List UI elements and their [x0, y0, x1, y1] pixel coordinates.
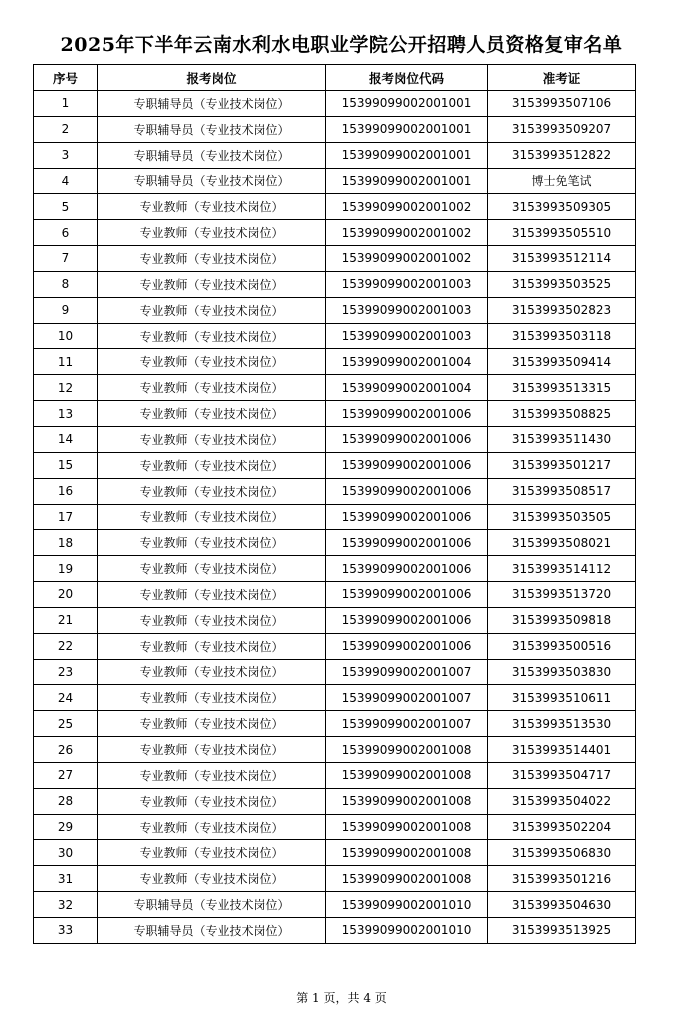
table-row: [34, 401, 636, 427]
cell-position: 专业教师（专业技术岗位）: [98, 866, 326, 892]
cell-ticket: 3153993509818: [488, 607, 636, 633]
cell-ticket: 3153993502204: [488, 814, 636, 840]
cell-serial: 2: [34, 116, 98, 142]
cell-position-code: 15399099002001001: [326, 168, 488, 194]
cell-position-code: 15399099002001006: [326, 478, 488, 504]
table-row: [34, 297, 636, 323]
cell-position: 专业教师（专业技术岗位）: [98, 297, 326, 323]
table-row: [34, 866, 636, 892]
cell-position-code: 15399099002001002: [326, 246, 488, 272]
table-row: [34, 452, 636, 478]
cell-position: 专业教师（专业技术岗位）: [98, 426, 326, 452]
table-row: [34, 840, 636, 866]
cell-ticket: 3153993509305: [488, 194, 636, 220]
cell-serial: 7: [34, 246, 98, 272]
cell-ticket: 3153993503525: [488, 271, 636, 297]
cell-serial: 27: [34, 762, 98, 788]
cell-position: 专业教师（专业技术岗位）: [98, 220, 326, 246]
table-row: [34, 659, 636, 685]
cell-position-code: 15399099002001003: [326, 323, 488, 349]
cell-serial: 13: [34, 401, 98, 427]
cell-ticket: 3153993502823: [488, 297, 636, 323]
table-header-row: [34, 65, 636, 91]
table-row: [34, 426, 636, 452]
cell-serial: 29: [34, 814, 98, 840]
cell-ticket: 3153993506830: [488, 840, 636, 866]
table-row: [34, 375, 636, 401]
table-row: [34, 788, 636, 814]
cell-serial: 25: [34, 711, 98, 737]
cell-ticket: 3153993508517: [488, 478, 636, 504]
cell-position: 专业教师（专业技术岗位）: [98, 478, 326, 504]
cell-ticket: 3153993513925: [488, 918, 636, 944]
cell-ticket: 3153993505510: [488, 220, 636, 246]
cell-serial: 28: [34, 788, 98, 814]
cell-ticket: 3153993511430: [488, 426, 636, 452]
cell-position: 专业教师（专业技术岗位）: [98, 814, 326, 840]
table-row: [34, 814, 636, 840]
cell-serial: 31: [34, 866, 98, 892]
cell-position: 专业教师（专业技术岗位）: [98, 685, 326, 711]
cell-position: 专职辅导员（专业技术岗位）: [98, 892, 326, 918]
cell-position-code: 15399099002001006: [326, 530, 488, 556]
cell-position: 专职辅导员（专业技术岗位）: [98, 168, 326, 194]
cell-ticket: 3153993504630: [488, 892, 636, 918]
header-ticket: 准考证: [488, 65, 636, 91]
cell-position-code: 15399099002001008: [326, 762, 488, 788]
cell-position: 专业教师（专业技术岗位）: [98, 452, 326, 478]
cell-serial: 26: [34, 737, 98, 763]
table-row: [34, 556, 636, 582]
cell-position: 专业教师（专业技术岗位）: [98, 607, 326, 633]
cell-position-code: 15399099002001006: [326, 452, 488, 478]
header-position-code: 报考岗位代码: [326, 65, 488, 91]
cell-serial: 30: [34, 840, 98, 866]
table-row: [34, 194, 636, 220]
cell-position: 专业教师（专业技术岗位）: [98, 582, 326, 608]
cell-position-code: 15399099002001008: [326, 788, 488, 814]
cell-serial: 19: [34, 556, 98, 582]
cell-position: 专职辅导员（专业技术岗位）: [98, 91, 326, 117]
cell-serial: 21: [34, 607, 98, 633]
cell-ticket: 3153993500516: [488, 633, 636, 659]
cell-ticket: 博士免笔试: [488, 168, 636, 194]
table-row: [34, 685, 636, 711]
cell-ticket: 3153993501216: [488, 866, 636, 892]
cell-position-code: 15399099002001006: [326, 401, 488, 427]
table-row: [34, 762, 636, 788]
table-row: [34, 142, 636, 168]
cell-ticket: 3153993508021: [488, 530, 636, 556]
table-row: [34, 607, 636, 633]
cell-position-code: 15399099002001006: [326, 582, 488, 608]
cell-position: 专业教师（专业技术岗位）: [98, 194, 326, 220]
cell-serial: 23: [34, 659, 98, 685]
cell-position: 专业教师（专业技术岗位）: [98, 840, 326, 866]
cell-position-code: 15399099002001006: [326, 607, 488, 633]
cell-serial: 16: [34, 478, 98, 504]
cell-serial: 4: [34, 168, 98, 194]
table-row: [34, 892, 636, 918]
cell-position: 专业教师（专业技术岗位）: [98, 323, 326, 349]
header-serial: 序号: [34, 65, 98, 91]
cell-serial: 20: [34, 582, 98, 608]
cell-position: 专业教师（专业技术岗位）: [98, 271, 326, 297]
table-row: [34, 116, 636, 142]
table-row: [34, 633, 636, 659]
document-title: 2025年下半年云南水利水电职业学院公开招聘人员资格复审名单: [60, 34, 623, 56]
cell-position-code: 15399099002001008: [326, 814, 488, 840]
cell-serial: 6: [34, 220, 98, 246]
cell-position-code: 15399099002001003: [326, 271, 488, 297]
cell-serial: 32: [34, 892, 98, 918]
cell-ticket: 3153993514401: [488, 737, 636, 763]
cell-position-code: 15399099002001003: [326, 297, 488, 323]
cell-ticket: 3153993512114: [488, 246, 636, 272]
cell-position-code: 15399099002001010: [326, 918, 488, 944]
cell-ticket: 3153993504717: [488, 762, 636, 788]
cell-position-code: 15399099002001006: [326, 633, 488, 659]
cell-position: 专业教师（专业技术岗位）: [98, 349, 326, 375]
cell-position: 专职辅导员（专业技术岗位）: [98, 116, 326, 142]
cell-position: 专业教师（专业技术岗位）: [98, 375, 326, 401]
cell-ticket: 3153993507106: [488, 91, 636, 117]
table-row: [34, 504, 636, 530]
cell-position-code: 15399099002001001: [326, 116, 488, 142]
cell-position-code: 15399099002001004: [326, 375, 488, 401]
cell-ticket: 3153993501217: [488, 452, 636, 478]
cell-serial: 8: [34, 271, 98, 297]
cell-position-code: 15399099002001008: [326, 866, 488, 892]
cell-position-code: 15399099002001010: [326, 892, 488, 918]
cell-position-code: 15399099002001002: [326, 194, 488, 220]
table-row: [34, 737, 636, 763]
cell-serial: 9: [34, 297, 98, 323]
cell-ticket: 3153993503830: [488, 659, 636, 685]
cell-ticket: 3153993513530: [488, 711, 636, 737]
candidate-table: [33, 64, 636, 944]
table-row: [34, 478, 636, 504]
cell-position-code: 15399099002001006: [326, 556, 488, 582]
cell-position-code: 15399099002001006: [326, 504, 488, 530]
table-row: [34, 711, 636, 737]
cell-serial: 14: [34, 426, 98, 452]
cell-position-code: 15399099002001006: [326, 426, 488, 452]
header-position: 报考岗位: [98, 65, 326, 91]
cell-position: 专业教师（专业技术岗位）: [98, 737, 326, 763]
page-footer: 第 1 页，共 4 页: [296, 991, 387, 1005]
cell-ticket: 3153993509207: [488, 116, 636, 142]
table-row: [34, 582, 636, 608]
cell-position: 专业教师（专业技术岗位）: [98, 788, 326, 814]
table-body: [34, 91, 636, 944]
cell-position-code: 15399099002001001: [326, 142, 488, 168]
cell-ticket: 3153993512822: [488, 142, 636, 168]
cell-ticket: 3153993510611: [488, 685, 636, 711]
cell-serial: 33: [34, 918, 98, 944]
cell-serial: 17: [34, 504, 98, 530]
cell-serial: 12: [34, 375, 98, 401]
cell-position: 专业教师（专业技术岗位）: [98, 556, 326, 582]
cell-position-code: 15399099002001002: [326, 220, 488, 246]
cell-serial: 22: [34, 633, 98, 659]
cell-position: 专职辅导员（专业技术岗位）: [98, 142, 326, 168]
cell-position: 专业教师（专业技术岗位）: [98, 711, 326, 737]
cell-ticket: 3153993513720: [488, 582, 636, 608]
cell-position-code: 15399099002001007: [326, 659, 488, 685]
table-row: [34, 91, 636, 117]
cell-position-code: 15399099002001007: [326, 685, 488, 711]
cell-ticket: 3153993504022: [488, 788, 636, 814]
cell-serial: 15: [34, 452, 98, 478]
table-row: [34, 271, 636, 297]
cell-position: 专业教师（专业技术岗位）: [98, 659, 326, 685]
cell-position: 专业教师（专业技术岗位）: [98, 762, 326, 788]
table-row: [34, 220, 636, 246]
cell-ticket: 3153993509414: [488, 349, 636, 375]
cell-serial: 18: [34, 530, 98, 556]
cell-serial: 11: [34, 349, 98, 375]
cell-serial: 5: [34, 194, 98, 220]
cell-position: 专业教师（专业技术岗位）: [98, 401, 326, 427]
cell-serial: 24: [34, 685, 98, 711]
cell-serial: 3: [34, 142, 98, 168]
cell-ticket: 3153993513315: [488, 375, 636, 401]
cell-ticket: 3153993508825: [488, 401, 636, 427]
cell-position: 专业教师（专业技术岗位）: [98, 633, 326, 659]
cell-serial: 1: [34, 91, 98, 117]
table-row: [34, 530, 636, 556]
cell-position-code: 15399099002001007: [326, 711, 488, 737]
cell-position-code: 15399099002001004: [326, 349, 488, 375]
cell-ticket: 3153993514112: [488, 556, 636, 582]
cell-position: 专业教师（专业技术岗位）: [98, 530, 326, 556]
table-row: [34, 168, 636, 194]
cell-serial: 10: [34, 323, 98, 349]
cell-position: 专业教师（专业技术岗位）: [98, 504, 326, 530]
table-row: [34, 349, 636, 375]
cell-ticket: 3153993503505: [488, 504, 636, 530]
cell-position: 专职辅导员（专业技术岗位）: [98, 918, 326, 944]
cell-position-code: 15399099002001008: [326, 737, 488, 763]
table-row: [34, 246, 636, 272]
cell-position-code: 15399099002001001: [326, 91, 488, 117]
table-row: [34, 323, 636, 349]
cell-ticket: 3153993503118: [488, 323, 636, 349]
table-row: [34, 918, 636, 944]
cell-position: 专业教师（专业技术岗位）: [98, 246, 326, 272]
cell-position-code: 15399099002001008: [326, 840, 488, 866]
